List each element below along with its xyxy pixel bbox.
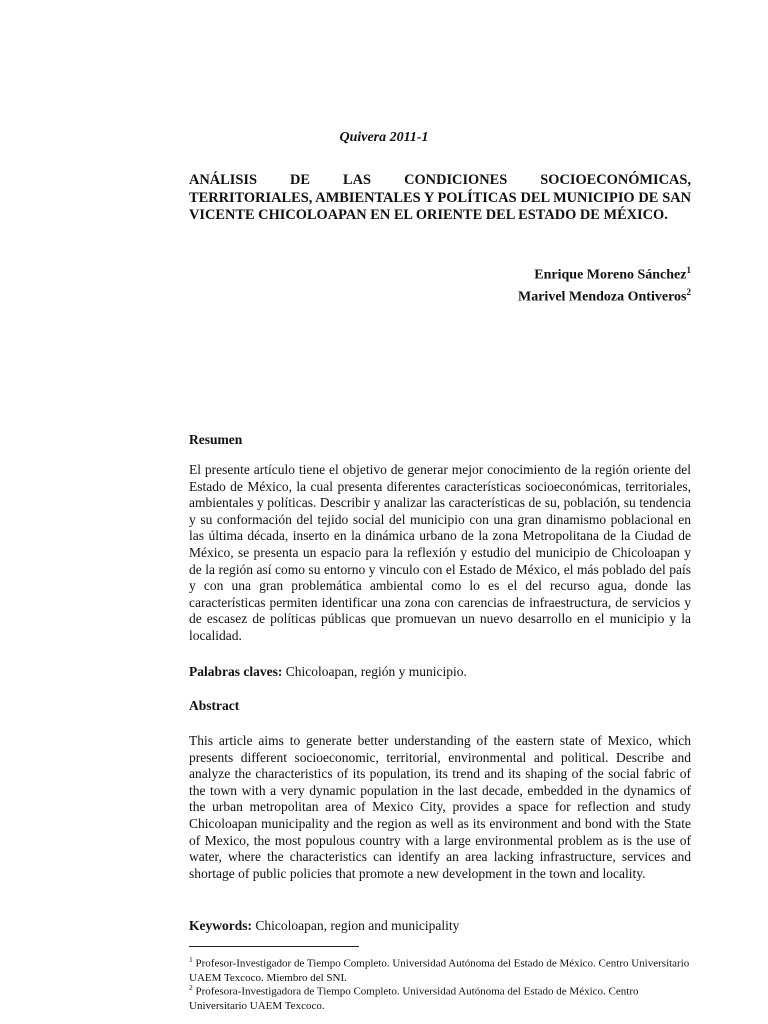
footnote-separator xyxy=(189,946,359,947)
paper-title: ANÁLISIS DE LAS CONDICIONES SOCIOECONÓMICAS, TERRITORIALES, AMBIENTALES Y POLÍTICAS DEL MUNICIPIO DE SAN VICENTE CHICOLOAPAN EN EL ORIENTE DEL ESTADO DE MÉXICO. xyxy=(189,172,691,223)
footnote-1-number: 1 xyxy=(189,955,193,964)
palabras-claves-value: Chicoloapan, región y municipio. xyxy=(282,664,467,679)
author-1-footnote-ref: 1 xyxy=(686,265,691,275)
resumen-heading: Resumen xyxy=(189,432,243,447)
resumen-paragraph: El presente artículo tiene el objetivo de generar mejor conocimiento de la región oriente del Estado de México, la cual presenta diferentes características socioeconómicas, territoriales, ambientales y políticas. Describir y analizar las características de su, población, su tendencia y su conformación del tejido social del municipio con una gran dinamismo poblacional en las última década, inserto en la dinámica urbano de la zona Metropolitana de la Ciudad de México, se presenta un espacio para la reflexión y estudio del municipio de Chicoloapan y de la región así como su entorno y vinculo con el Estado de México, el más poblado del país y con una gran problemática ambiental como lo es el del recurso agua, donde las características permiten identificar una zona con carencias de infraestructura, de servicios y de escasez de políticas públicas que promuevan un nuevo desarrollo en el municipio y la localidad. xyxy=(189,462,691,643)
footnote-2-number: 2 xyxy=(189,983,193,992)
keywords xyxy=(189,918,691,934)
abstract-heading: Abstract xyxy=(189,698,240,713)
author-2-footnote-ref: 2 xyxy=(686,286,691,297)
footnote-1 xyxy=(189,953,691,985)
palabras-claves-label: Palabras claves: xyxy=(189,664,283,679)
footnote-2-text: Profesora-Investigadora de Tiempo Completo. Universidad Autónoma del Estado de México. Centro Universitario UAEM Texcoco. xyxy=(189,985,639,1012)
footnote-2 xyxy=(189,981,691,1013)
author-1-name: Enrique Moreno Sánchez xyxy=(534,267,687,283)
author-2 xyxy=(189,284,691,306)
author-2-name: Marivel Mendoza Ontiveros xyxy=(518,289,687,305)
journal-header: Quivera 2011-1 xyxy=(339,130,429,145)
abstract-paragraph: This article aims to generate better understanding of the eastern state of Mexico, which presents different socioeconomic, territorial, environmental and political. Describe and analyze the characteristics of its population, its trend and its shaping of the social fabric of the town with a very dynamic population in the last decade, embedded in the dynamics of the urban metropolitan area of Mexico City, provides a space for reflection and study Chicoloapan municipality and the region as well as its environment and bond with the State of Mexico, the most populous country with a large environmental problem as is the use of water, where the characteristics can identify an area lacking infrastructure, services and shortage of public policies that promote a new development in the town and locality. xyxy=(189,733,691,881)
palabras-claves xyxy=(189,664,691,680)
footnote-1-text: Profesor-Investigador de Tiempo Completo. Universidad Autónoma del Estado de México. Centro Universitario UAEM Texcoco. Miembro del SNI. xyxy=(189,957,690,984)
author-1 xyxy=(189,262,691,284)
keywords-value: Chicoloapan, region and municipality xyxy=(252,918,460,933)
keywords-label: Keywords: xyxy=(189,918,252,933)
author-block xyxy=(189,262,691,305)
